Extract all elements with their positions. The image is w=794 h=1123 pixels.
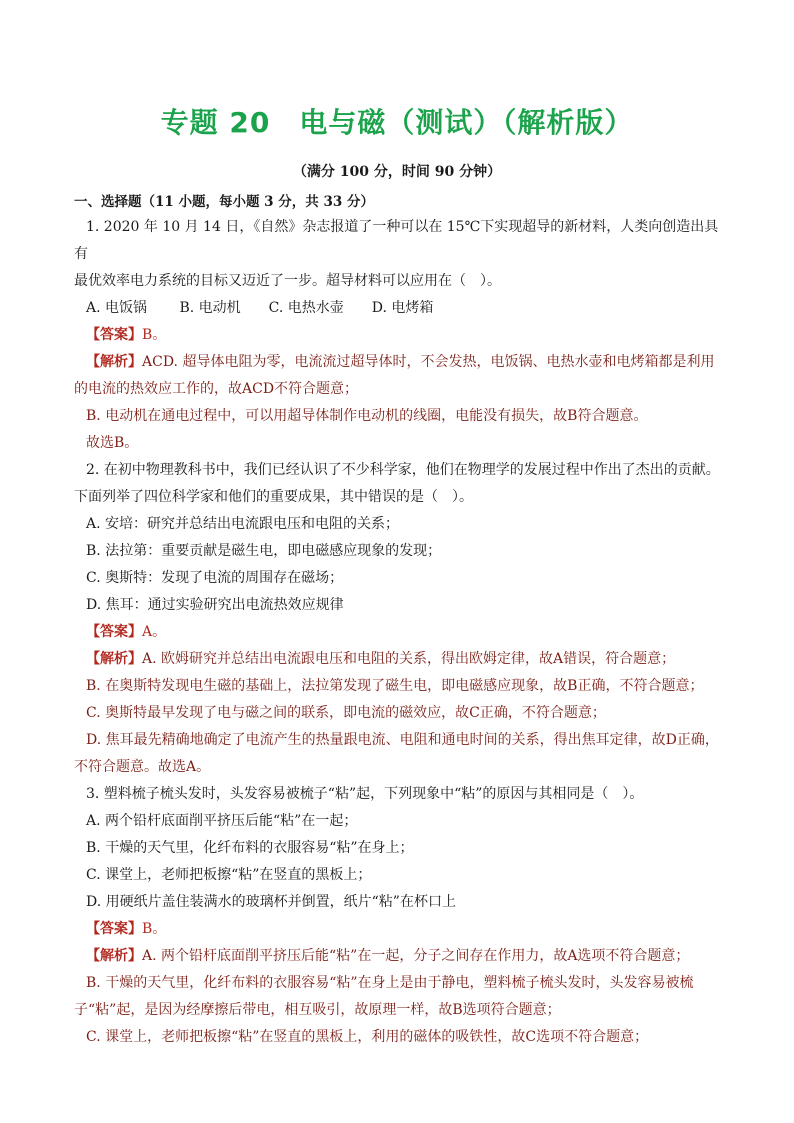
q2-analysis-d1: D. 焦耳最先精确地确定了电流产生的热量跟电流、电阻和通电时间的关系，得出焦耳定律，故D正确， bbox=[86, 732, 719, 748]
q1-stem-line1: 1. 2020 年 10 月 14 日，《自然》杂志报道了一种可以在 15℃下实现超导的新材料，人类向创造出具有 bbox=[74, 219, 719, 262]
q3-analysis-c: C. 课堂上，老师把板擦“粘”在竖直的黑板上，利用的磁体的吸铁性，故C选项不符合题意； bbox=[86, 1029, 649, 1045]
q2-option-a: A. 安培：研究并总结出电流跟电压和电阻的关系； bbox=[86, 516, 400, 532]
analysis-tag: 【解析】 bbox=[86, 354, 142, 370]
q2-analysis-a bbox=[74, 646, 724, 673]
q3-analysis-b2: 子“粘”起，是因为经摩擦后带电，相互吸引，故原理一样，故B选项符合题意； bbox=[74, 1002, 561, 1018]
q3-analysis-a bbox=[74, 943, 724, 970]
section-heading: 一、选择题（11 小题，每小题 3 分，共 33 分） bbox=[74, 194, 374, 210]
page-subtitle: （满分 100 分，时间 90 分钟） bbox=[292, 164, 502, 180]
q3-option-a: A. 两个铅杆底面削平挤压后能“粘”在一起； bbox=[86, 813, 358, 829]
analysis-text: A. 欧姆研究并总结出电流跟电压和电阻的关系，得出欧姆定律，故A错误，符合题意； bbox=[142, 651, 676, 667]
q3-analysis-b1: B. 干燥的天气里，化纤布料的衣服容易“粘”在身上是由于静电，塑料梳子梳头发时，头发容易被梳 bbox=[86, 975, 694, 991]
q1-options: A. 电饭锅 B. 电动机 C. 电热水壶 D. 电烤箱 bbox=[86, 300, 434, 316]
answer-value: B。 bbox=[142, 327, 167, 343]
q2-analysis-d2: 不符合题意。故选A。 bbox=[74, 759, 211, 775]
analysis-tag: 【解析】 bbox=[86, 948, 142, 964]
analysis-text: ACD. 超导体电阻为零，电流流过超导体时，不会发热，电饭锅、电热水壶和电烤箱都是利用 bbox=[142, 354, 715, 370]
analysis-tag: 【解析】 bbox=[86, 651, 142, 667]
q1-answer bbox=[74, 322, 724, 349]
q1-stem-line2: 最优效率电力系统的目标又迈近了一步。超导材料可以应用在（ ）。 bbox=[74, 273, 501, 289]
analysis-text: A. 两个铅杆底面削平挤压后能“粘”在一起，分子之间存在作用力，故A选项不符合题意； bbox=[142, 948, 690, 964]
q3-stem: 3. 塑料梳子梳头发时，头发容易被梳子“粘”起，下列现象中“粘”的原因与其相同是（ ）。 bbox=[86, 786, 644, 802]
q3-option-b: B. 干燥的天气里，化纤布料的衣服容易“粘”在身上； bbox=[86, 840, 414, 856]
q2-option-c: C. 奥斯特：发现了电流的周围存在磁场； bbox=[86, 570, 344, 586]
q2-stem-line2: 下面列举了四位科学家和他们的重要成果，其中错误的是（ ）。 bbox=[74, 489, 473, 505]
document-body bbox=[74, 214, 724, 1051]
q1-analysis-line2: 的电流的热效应工作的，故ACD不符合题意； bbox=[74, 381, 359, 397]
q2-analysis-c: C. 奥斯特最早发现了电与磁之间的联系，即电流的磁效应，故C正确，不符合题意； bbox=[86, 705, 606, 721]
answer-value: A。 bbox=[142, 624, 167, 640]
q2-option-d: D. 焦耳：通过实验研究出电流热效应规律 bbox=[86, 597, 344, 613]
answer-tag: 【答案】 bbox=[86, 921, 142, 937]
answer-value: B。 bbox=[142, 921, 167, 937]
q2-stem-line1: 2. 在初中物理教科书中，我们已经认识了不少科学家，他们在物理学的发展过程中作出了杰出的贡献。 bbox=[86, 462, 720, 478]
q3-option-d: D. 用硬纸片盖住装满水的玻璃杯并倒置，纸片“粘”在杯口上 bbox=[86, 894, 456, 910]
q1-conclusion: 故选B。 bbox=[86, 435, 139, 451]
page-title: 专题 20 电与磁（测试）（解析版） bbox=[160, 106, 634, 139]
q2-option-b: B. 法拉第：重要贡献是磁生电，即电磁感应现象的发现； bbox=[86, 543, 442, 559]
q2-analysis-b: B. 在奥斯特发现电生磁的基础上，法拉第发现了磁生电，即电磁感应现象，故B正确，不符合题意； bbox=[86, 678, 704, 694]
q1-analysis bbox=[74, 349, 724, 376]
q1-analysis-line3: B. 电动机在通电过程中，可以用超导体制作电动机的线圈，电能没有损失，故B符合题意。 bbox=[86, 408, 648, 424]
q3-answer bbox=[74, 916, 724, 943]
answer-tag: 【答案】 bbox=[86, 624, 142, 640]
answer-tag: 【答案】 bbox=[86, 327, 142, 343]
q2-answer bbox=[74, 619, 724, 646]
q3-option-c: C. 课堂上，老师把板擦“粘”在竖直的黑板上； bbox=[86, 867, 372, 883]
